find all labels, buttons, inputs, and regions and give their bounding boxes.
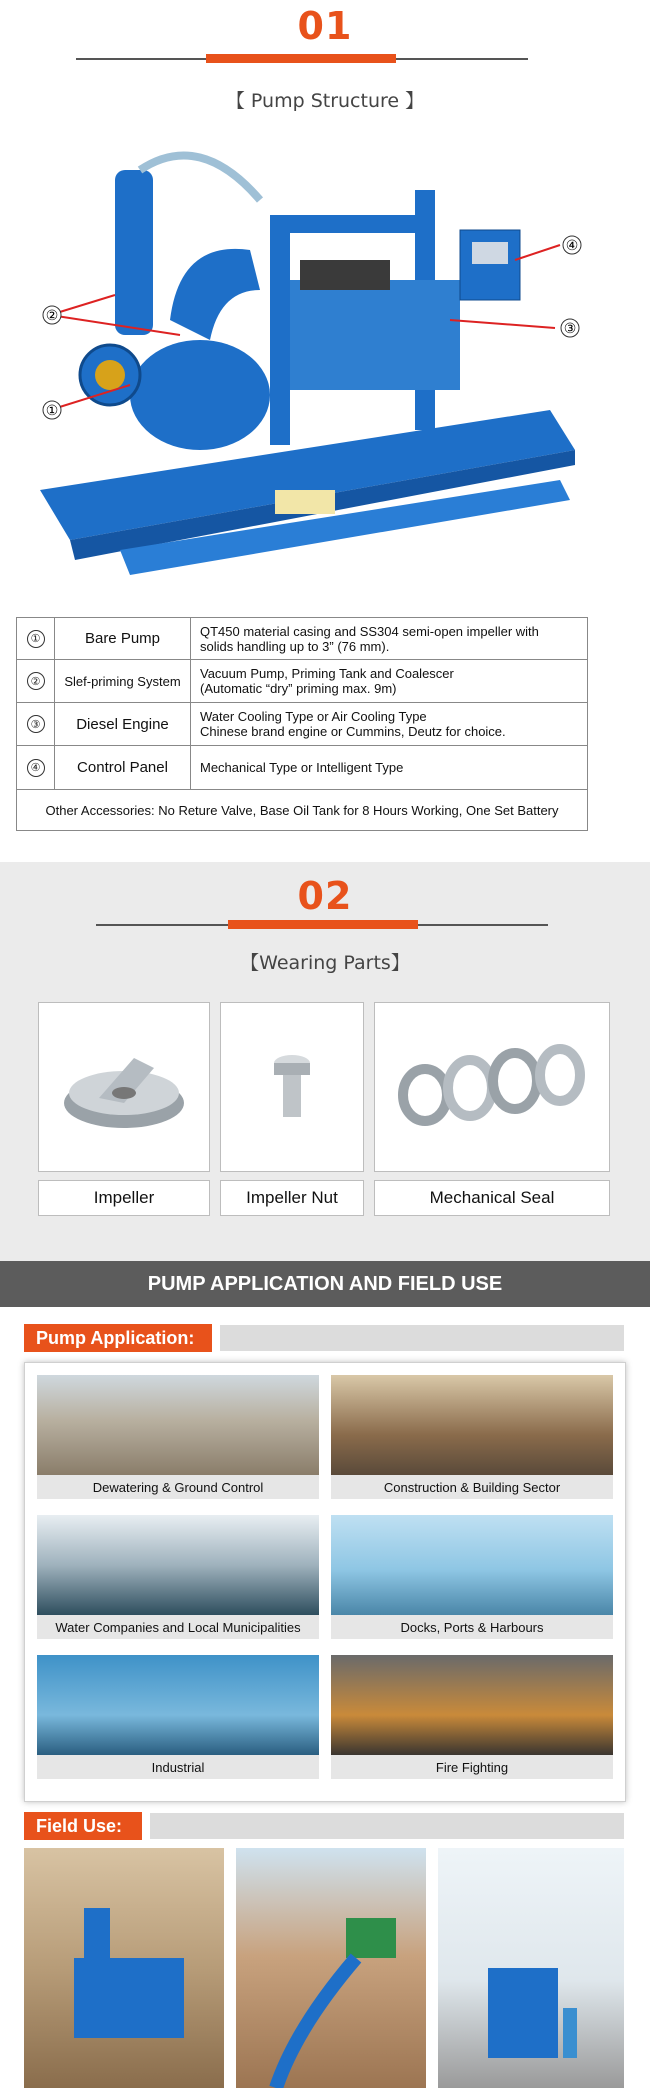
caption-construction: Construction & Building Sector [331, 1475, 613, 1499]
dewatering-image [37, 1375, 319, 1475]
row-number: ② [27, 672, 45, 690]
row-name: Diesel Engine [55, 703, 191, 745]
application-grid [24, 1362, 626, 1802]
pump-application-tag: Pump Application: [24, 1324, 212, 1352]
impeller-nut-image [220, 1002, 364, 1172]
callout-4: ④ [565, 238, 579, 254]
caption-water-companies: Water Companies and Local Municipalities [37, 1615, 319, 1639]
caption-dewatering: Dewatering & Ground Control [37, 1475, 319, 1499]
row-desc: Vacuum Pump, Priming Tank and Coalescer (Automatic “dry” priming max. 9m) [200, 666, 454, 696]
row-desc: Water Cooling Type or Air Cooling Type Chinese brand engine or Cummins, Deutz for choice. [200, 709, 506, 739]
row-name: Bare Pump [55, 618, 191, 659]
row-name: Control Panel [55, 746, 191, 789]
row-number: ① [27, 630, 45, 648]
part-label-impeller-nut: Impeller Nut [220, 1180, 364, 1216]
row-desc: QT450 material casing and SS304 semi-open impeller with solids handling up to 3” (76 mm). [200, 623, 539, 654]
table-row [17, 746, 587, 790]
callout-3: ③ [563, 321, 577, 337]
row-desc: Mechanical Type or Intelligent Type [200, 760, 404, 775]
table-row [17, 618, 587, 660]
application-banner: PUMP APPLICATION AND FIELD USE [0, 1261, 650, 1307]
divider-accent [228, 920, 418, 929]
tag-bar [220, 1325, 624, 1351]
row-number: ③ [27, 715, 45, 733]
table-row [17, 660, 587, 703]
row-name: Slef-priming System [55, 660, 191, 702]
impeller-image [38, 1002, 210, 1172]
industrial-image [37, 1655, 319, 1755]
caption-docks: Docks, Ports & Harbours [331, 1615, 613, 1639]
pump-structure-image [20, 120, 590, 600]
table-row [17, 703, 587, 746]
field-use-tag: Field Use: [24, 1812, 142, 1840]
part-label-mechanical-seal: Mechanical Seal [374, 1180, 610, 1216]
section-subtitle: 【Wearing Parts】 [240, 952, 410, 974]
callout-1: ① [45, 403, 59, 419]
tag-bar [150, 1813, 624, 1839]
water-companies-image [37, 1515, 319, 1615]
row-number: ④ [27, 759, 45, 777]
wearing-parts-section [0, 862, 650, 1262]
field-use-image-2 [236, 1848, 426, 2088]
spec-table [16, 617, 588, 831]
caption-industrial: Industrial [37, 1755, 319, 1779]
field-use-image-1 [24, 1848, 224, 2088]
docks-image [331, 1515, 613, 1615]
construction-image [331, 1375, 613, 1475]
divider-accent [206, 54, 396, 63]
fire-fighting-image [331, 1655, 613, 1755]
section-number: 02 [297, 874, 353, 918]
part-label-impeller: Impeller [38, 1180, 210, 1216]
callout-2: ② [45, 308, 59, 324]
field-use-image-3 [438, 1848, 624, 2088]
section-subtitle: 【 Pump Structure 】 [225, 90, 425, 112]
mechanical-seal-image [374, 1002, 610, 1172]
caption-fire-fighting: Fire Fighting [331, 1755, 613, 1779]
section-number: 01 [297, 4, 353, 48]
table-footer: Other Accessories: No Reture Valve, Base Oil Tank for 8 Hours Working, One Set Battery [45, 802, 559, 818]
